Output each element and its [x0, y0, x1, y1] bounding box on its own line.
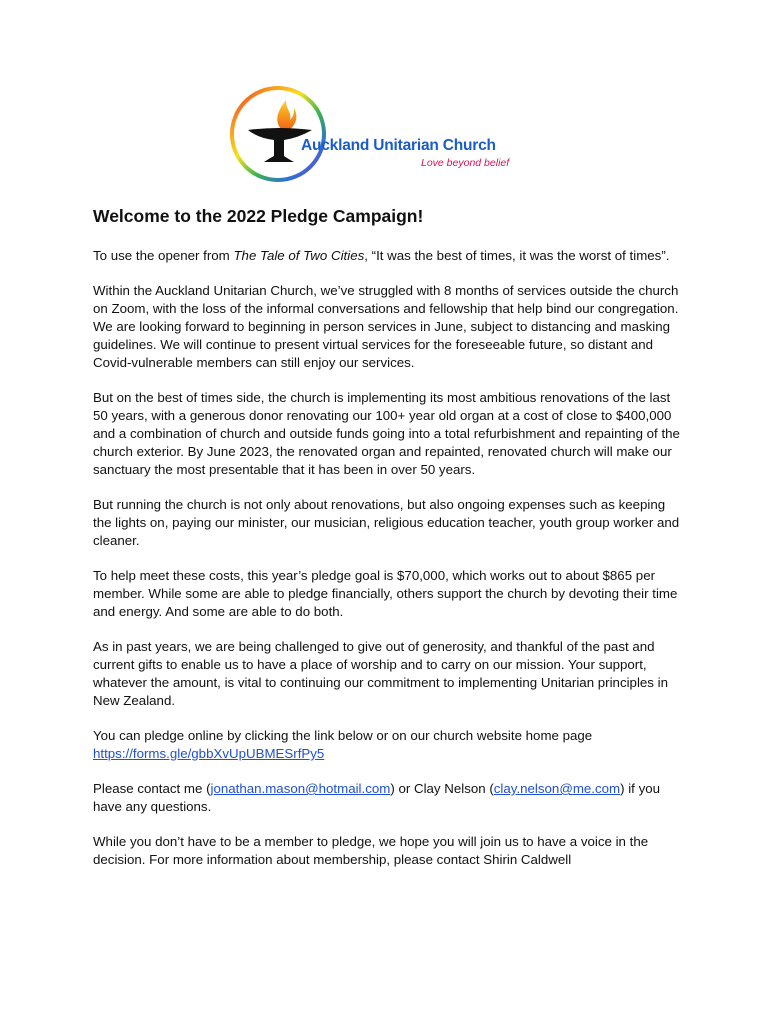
email-link-clay[interactable]: clay.nelson@me.com — [493, 781, 621, 796]
paragraph-contact: Please contact me (jonathan.mason@hotmail.com) or Clay Nelson (clay.nelson@me.com) if you have any questions. — [93, 781, 661, 814]
book-title: The Tale of Two Cities — [233, 248, 365, 263]
paragraph-opener: To use the opener from The Tale of Two Cities, “It was the best of times, it was the worst of times”. — [93, 248, 670, 263]
paragraph-generosity: As in past years, we are being challenged to give out of generosity, and thankful of the past and current gifts to enable us to have a place of worship and to carry on our mission. Your support, whatever the amount, is vital to continuing our commitment to implementing Unitarian principles in New Zealand. — [93, 639, 668, 708]
logo-tagline: Love beyond belief — [421, 157, 510, 169]
logo-name: Auckland Unitarian Church — [301, 137, 496, 154]
paragraph-renovations: But on the best of times side, the church is implementing its most ambitious renovations of the last 50 years, with a generous donor renovating our 100+ year old organ at a cost of close to $400,000 and a combination of church and outside funds going into a total refurbishment and repainting of the church exterior. By June 2023, the renovated organ and repainted, renovated church will make our sanctuary the most presentable that it has been in over 50 years. — [93, 390, 680, 477]
paragraph-services: Within the Auckland Unitarian Church, we’ve struggled with 8 months of services outside the church on Zoom, with the loss of the informal conversations and fellowship that help bind our congregation. We are looking forward to beginning in person services in June, subject to distancing and masking guidelines. We will continue to present virtual services for the foreseeable future, so distant and Covid-vulnerable members can still enjoy our services. — [93, 283, 679, 370]
email-link-jonathan[interactable]: jonathan.mason@hotmail.com — [210, 781, 391, 796]
pledge-form-link[interactable]: https://forms.gle/gbbXvUpUBMESrfPy5 — [93, 746, 325, 761]
chalice-logo-icon — [228, 86, 528, 186]
paragraph-pledge-goal: To help meet these costs, this year’s pledge goal is $70,000, which works out to about $865 per member. While some are able to pledge financially, others support the church by devoting their time and energy. And some are able to do both. — [93, 568, 678, 619]
letter-body — [93, 204, 683, 886]
logo-text — [301, 137, 509, 169]
paragraph-pledge-online: You can pledge online by clicking the link below or on our church website home page https://forms.gle/gbbXvUpUBMESrfPy5 — [93, 728, 593, 761]
church-logo — [228, 86, 528, 186]
paragraph-membership: While you don’t have to be a member to pledge, we hope you will join us to have a voice in the decision. For more information about membership, please contact Shirin Caldwell — [93, 834, 649, 867]
paragraph-expenses: But running the church is not only about renovations, but also ongoing expenses such as keeping the lights on, paying our minister, our musician, religious education teacher, youth group worker and cleaner. — [93, 497, 680, 548]
page-title: Welcome to the 2022 Pledge Campaign! — [93, 206, 424, 226]
